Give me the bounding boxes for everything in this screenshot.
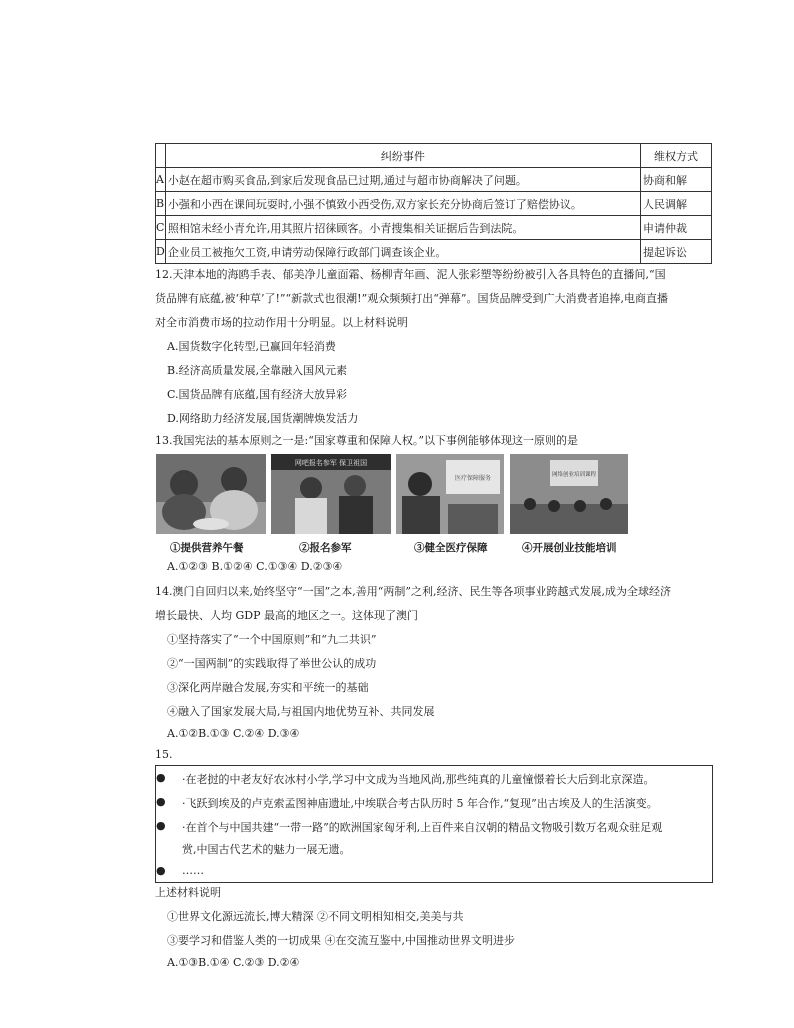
- header-event: 纠纷事件: [165, 144, 640, 168]
- table-row: [156, 192, 712, 216]
- row-key: B: [156, 192, 166, 216]
- caption-3: ③健全医疗保障: [414, 542, 488, 554]
- q14-statement-1: ①坚持落实了“一个中国原则”和“九二共识”: [167, 633, 377, 646]
- table-row: [156, 216, 712, 240]
- bullet-dot: ●: [156, 864, 166, 877]
- row-event: 小强和小西在课间玩耍时,小强不慎致小西受伤,双方家长充分协商后签订了赔偿协议。: [165, 192, 640, 216]
- q13-options: A.①②③ B.①②④ C.①③④ D.②③④: [167, 560, 343, 573]
- q14-statement-4: ④融入了国家发展大局,与祖国内地优势互补、共同发展: [167, 705, 435, 718]
- photo-entrepreneurship-training: [510, 454, 628, 534]
- row-method: 申请仲裁: [641, 216, 712, 240]
- table-row: [156, 168, 712, 192]
- q13-stem: 13.我国宪法的基本原则之一是:“国家尊重和保障人权。”以下事例能够体现这一原则的是: [155, 434, 578, 447]
- photo2-banner: 网吧报名参军 保卫祖国: [294, 459, 368, 467]
- header-method: 维权方式: [641, 144, 712, 168]
- bullet-dot: ●: [156, 795, 166, 808]
- bullet-dot: ●: [156, 771, 166, 784]
- row-event: 照相馆未经小青允许,用其照片招徕顾客。小青搜集相关证据后告到法院。: [165, 216, 640, 240]
- row-key: A: [156, 168, 166, 192]
- photo3-banner: 医疗保障服务: [454, 475, 492, 482]
- q14-stem-line2: 增长最快、人均 GDP 最高的地区之一。这体现了澳门: [155, 609, 418, 622]
- q15-material-2: ·飞跃到埃及的卢克索孟图神庙遗址,中埃联合考古队历时 5 年合作,“复现”出古埃及人的生活演变。: [182, 797, 658, 810]
- q12-stem-line2: 货品牌有底蕴,被‘种草’了!”“新款式也很潮!”观众频频打出“弹幕”。国货品牌受到广大消费者追捧,电商直播: [155, 292, 668, 305]
- caption-4: ④开展创业技能培训: [522, 542, 617, 554]
- q14-options: A.①②B.①③ C.②④ D.③④: [167, 727, 300, 740]
- table-corner-cell: [156, 144, 166, 168]
- bullet-dot: ●: [156, 819, 166, 832]
- q15-material-1: ·在老挝的中老友好农冰村小学,学习中文成为当地风尚,那些纯真的儿童憧憬着长大后到北京深造。: [182, 773, 655, 786]
- row-method: 提起诉讼: [641, 240, 712, 264]
- row-event: 企业员工被拖欠工资,申请劳动保障行政部门调查该企业。: [165, 240, 640, 264]
- photo-nutrition-lunch: [156, 454, 266, 534]
- q14-statement-2: ②“一国两制”的实践取得了举世公认的成功: [167, 657, 377, 670]
- row-method: 协商和解: [641, 168, 712, 192]
- row-key: C: [156, 216, 166, 240]
- q12-option-d: D.网络助力经济发展,国货潮牌焕发活力: [167, 412, 359, 425]
- q15-material-box: [155, 765, 713, 883]
- q14-statement-3: ③深化两岸融合发展,夯实和平统一的基础: [167, 681, 369, 694]
- q15-stem: 上述材料说明: [155, 886, 221, 899]
- dispute-table: [155, 143, 712, 264]
- q12-stem-line1: 12.天津本地的海鸥手表、郁美净儿童面霜、杨柳青年画、泥人张彩塑等纷纷被引入各具特色的直播间,“国: [155, 268, 666, 281]
- row-event: 小赵在超市购买食品,到家后发现食品已过期,通过与超市协商解决了问题。: [165, 168, 640, 192]
- q15-statements-1-2: ①世界文化源远流长,博大精深 ②不同文明相知相交,美美与共: [167, 910, 464, 923]
- q15-options: A.①③B.①④ C.②③ D.②④: [167, 956, 300, 969]
- caption-2: ②报名参军: [299, 542, 352, 554]
- table-row: [156, 240, 712, 264]
- q12-stem-line3: 对全市消费市场的拉动作用十分明显。以上材料说明: [155, 316, 408, 329]
- photo-medical-insurance: [396, 454, 504, 534]
- photo-enlistment: [271, 454, 391, 534]
- q15-statements-3-4: ③要学习和借鉴人类的一切成果 ④在交流互鉴中,中国推动世界文明进步: [167, 934, 515, 947]
- q15-number: 15.: [155, 748, 173, 761]
- q12-option-b: B.经济高质量发展,全靠融入国风元素: [167, 364, 348, 377]
- table-header-row: [156, 144, 712, 168]
- q12-option-a: A.国货数字化转型,已赢回年轻消费: [167, 340, 336, 353]
- photo4-banner: 网络创业培训课程: [551, 472, 597, 478]
- row-key: D: [156, 240, 166, 264]
- q15-material-3b: 赏,中国古代艺术的魅力一展无遗。: [182, 843, 351, 856]
- caption-1: ①提供营养午餐: [170, 542, 244, 554]
- row-method: 人民调解: [641, 192, 712, 216]
- q12-option-c: C.国货品牌有底蕴,国有经济大放异彩: [167, 388, 348, 401]
- q13-photo-strip: [156, 454, 631, 536]
- q15-ellipsis: ……: [182, 864, 204, 877]
- q15-material-3a: ·在首个与中国共建“一带一路”的欧洲国家匈牙利,上百件来自汉朝的精品文物吸引数万名观众驻足观: [182, 821, 663, 834]
- q14-stem-line1: 14.澳门自回归以来,始终坚守“一国”之本,善用“两制”之利,经济、民生等各项事业跨越式发展,成为全球经济: [155, 585, 671, 598]
